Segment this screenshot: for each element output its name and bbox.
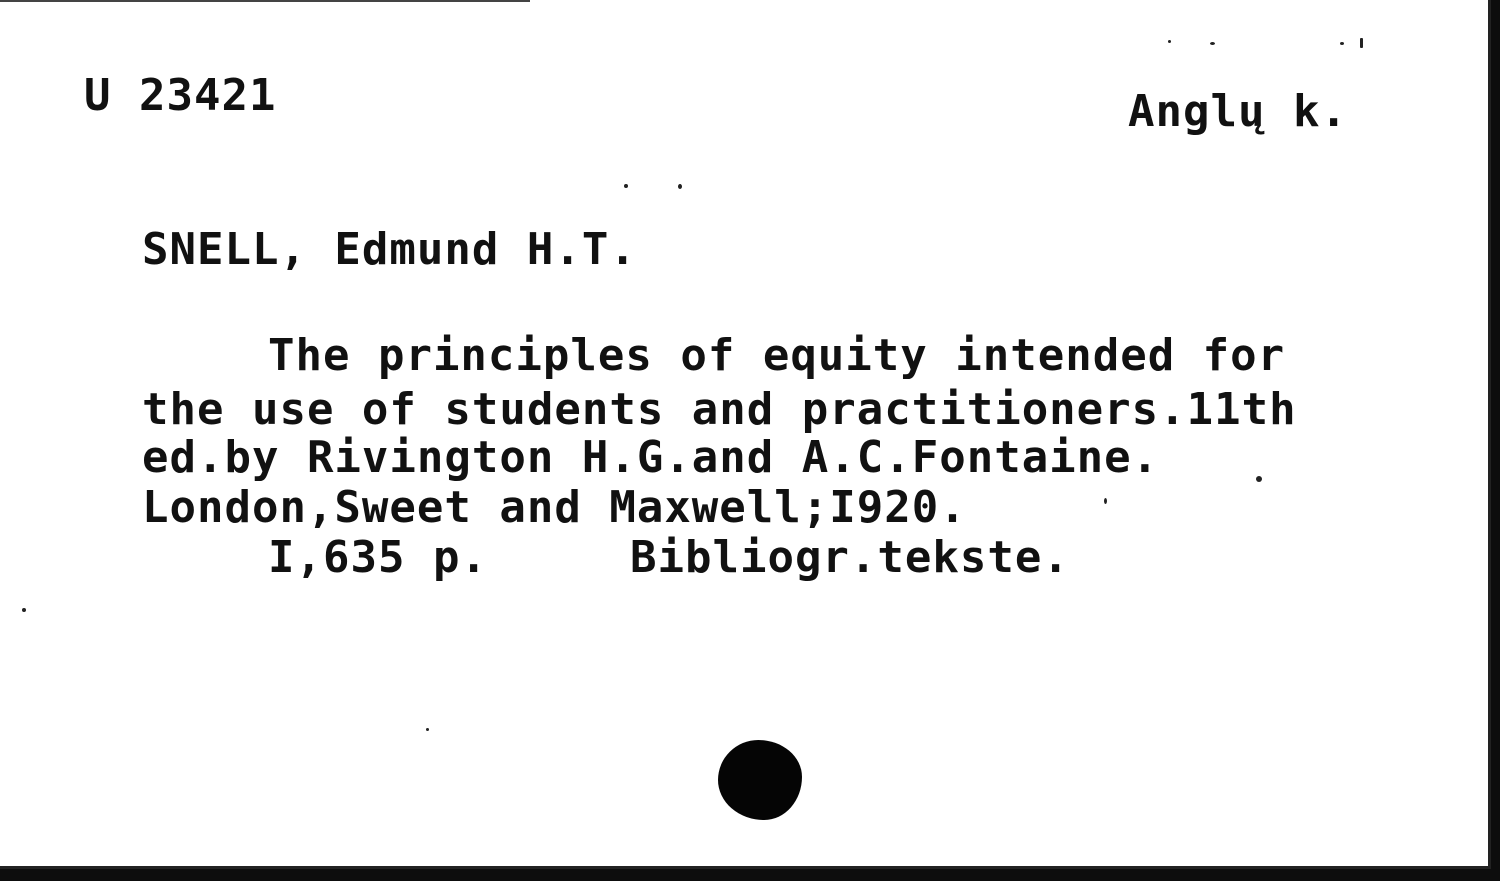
ink-speck [1168,40,1171,43]
title-line-2: the use of students and practitioners.11th [142,384,1297,435]
ink-speck [426,728,429,731]
pagination: I,635 p. [268,532,488,583]
language-tag: Anglų k. [1128,86,1348,137]
title-line-4: London,Sweet and Maxwell;I920. [142,482,967,533]
title-line-1: The principles of equity intended for [268,330,1286,381]
title-line-3: ed.by Rivington H.G.and A.C.Fontaine. [142,432,1160,483]
punch-hole [718,740,802,820]
ink-speck [678,184,682,189]
ink-speck [624,184,628,188]
call-number: U 23421 [84,70,277,121]
ink-speck [1210,42,1215,45]
ink-speck [1360,38,1363,48]
bibliography-note: Bibliogr.tekste. [630,532,1070,583]
ink-speck [1340,42,1344,45]
author-heading: SNELL, Edmund H.T. [142,224,637,275]
ink-speck [22,608,26,612]
ink-speck [1104,498,1107,504]
card-top-edge [0,0,530,2]
ink-speck [1256,476,1262,482]
